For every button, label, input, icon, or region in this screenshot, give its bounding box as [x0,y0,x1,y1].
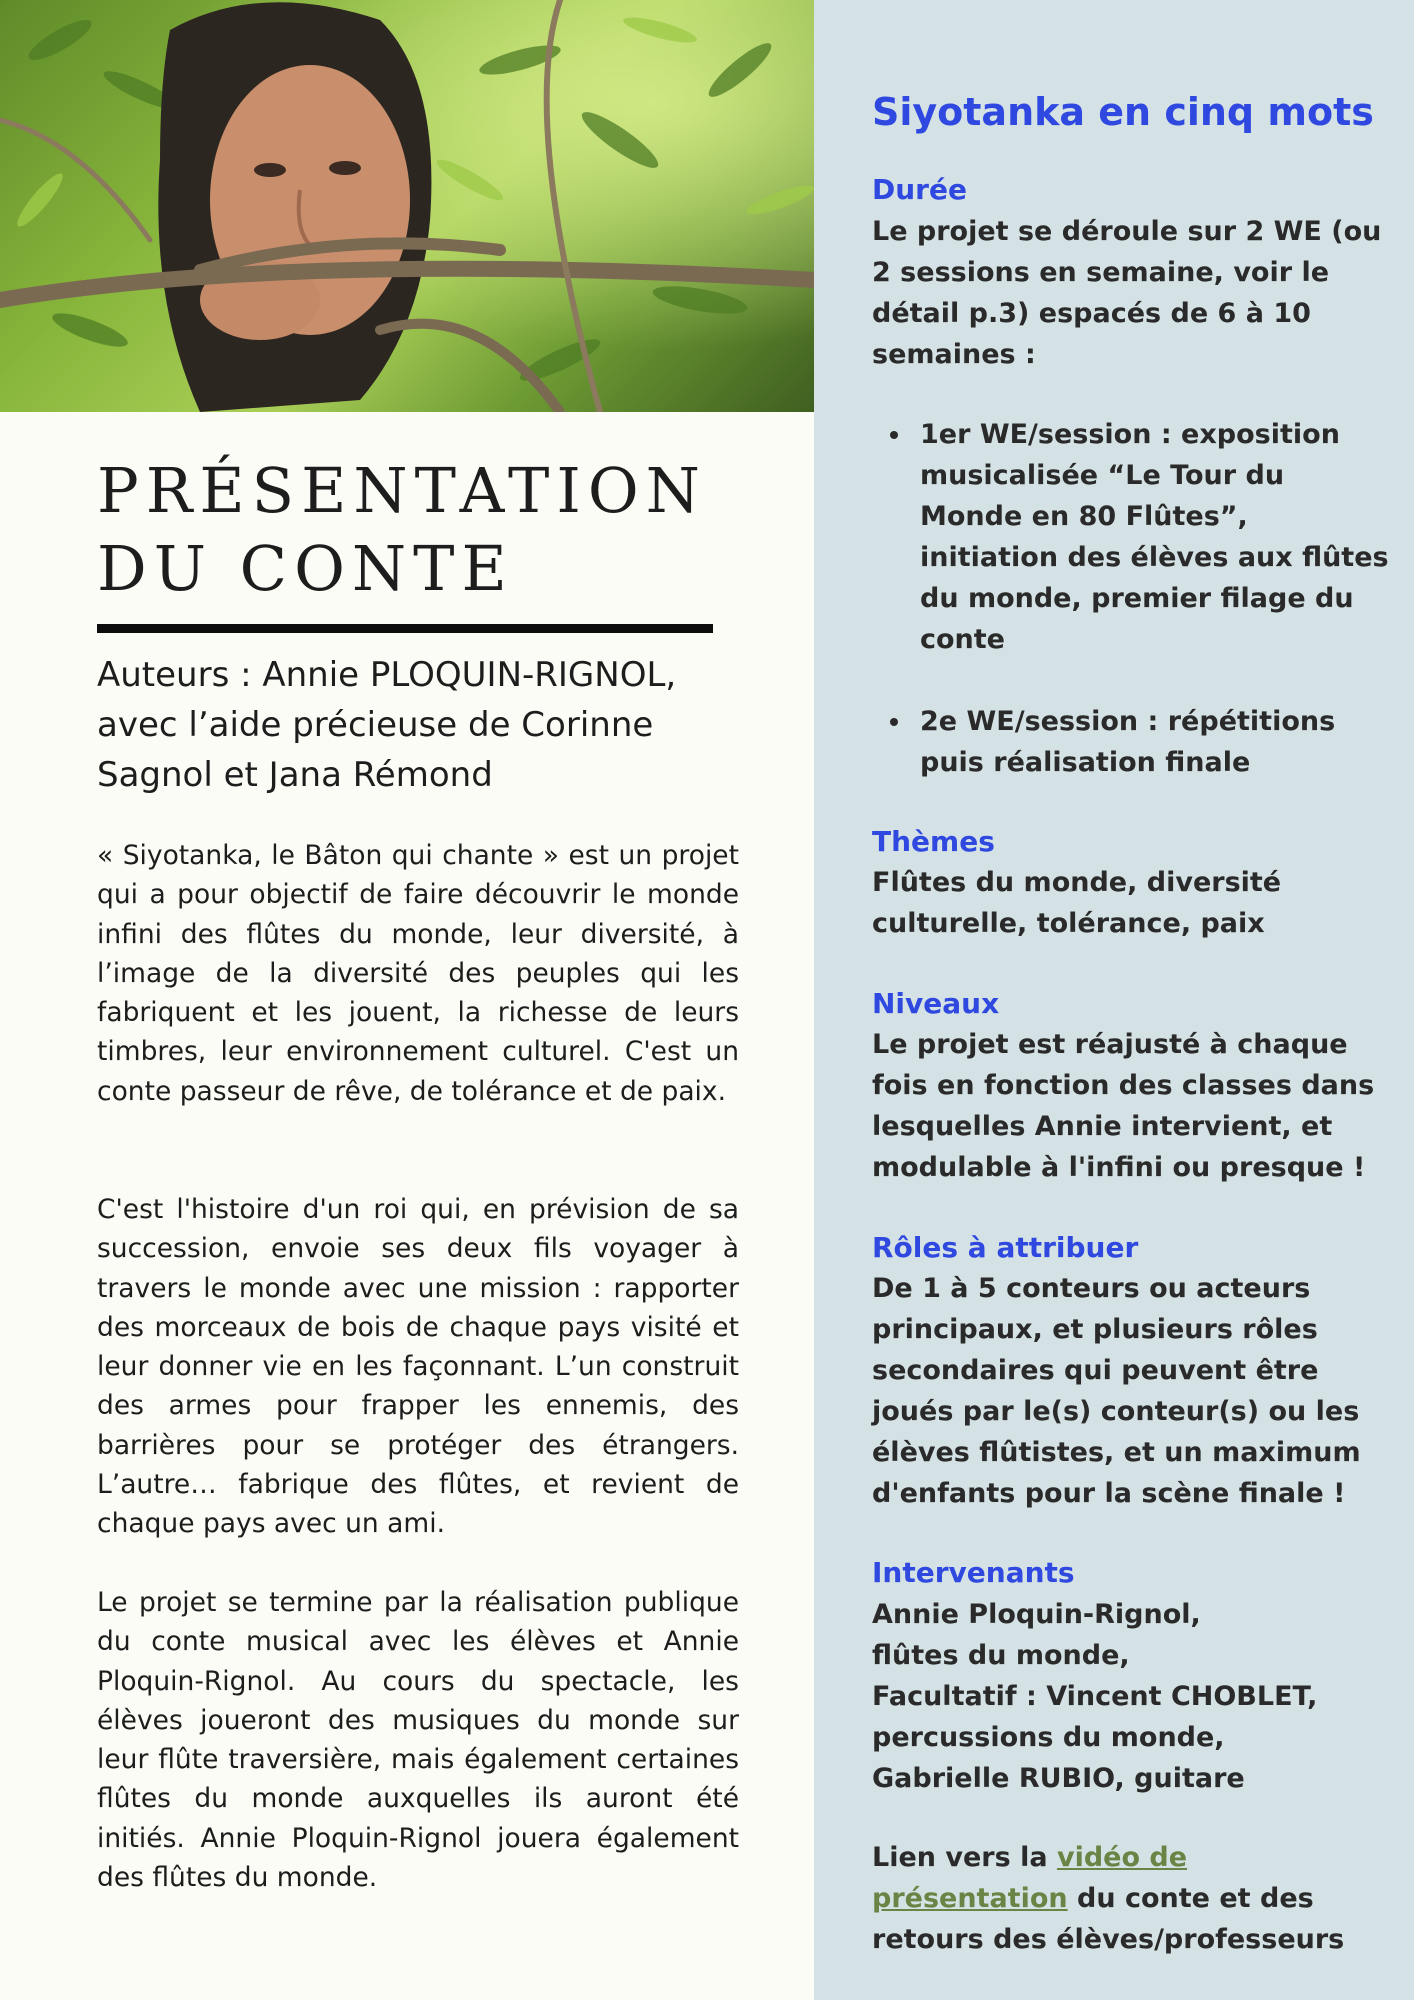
heading-intervenants: Intervenants [872,1556,1075,1589]
list-item: 1er WE/session : exposition musicalisée “Le Tour du Monde en 80 Flûtes”, initiation des élèves aux flûtes du monde, premier filage du conte [872,414,1392,660]
intervenant-line: Gabrielle RUBIO, guitare [872,1763,1245,1794]
heading-duree: Durée [872,173,967,206]
video-presentation-link[interactable]: vidéo de présentation [872,1842,1188,1914]
intervenants-list [872,1594,1392,1799]
text-themes: Flûtes du monde, diversité culturelle, tolérance, paix [872,867,1282,939]
title-line-2: DU CONTE [97,532,514,605]
sidebar-title: Siyotanka en cinq mots [872,90,1374,134]
cover-photo [0,0,814,412]
text-niveaux: Le projet est réajusté à chaque fois en fonction des classes dans lesquelles Annie intervient, et modulable à l'infini ou presque ! [872,1029,1375,1183]
flute-player-photo [0,0,814,412]
intervenant-line: flûtes du monde, [872,1640,1130,1671]
video-link-paragraph [872,1837,1392,1960]
paragraph-performance: Le projet se termine par la réalisation publique du conte musical avec les élèves et Annie Ploquin-Rignol. Au cours du spectacle, les élèves joueront des musiques du monde sur leur flûte traversière, mais également certaines flûtes du monde auxquelles ils auront été initiés. Annie Ploquin-Rignol jouera également des flûtes du monde. [97,1587,739,1894]
heading-roles: Rôles à attribuer [872,1231,1139,1264]
text-duree: Le projet se déroule sur 2 WE (ou 2 sessions en semaine, voir le détail p.3) espacés de 6 à 10 semaines : [872,216,1382,370]
link-prefix: Lien vers la [872,1842,1057,1873]
paragraph-story: C'est l'histoire d'un roi qui, en prévision de sa succession, envoie ses deux fils voyager à travers le monde avec une mission : rapporter des morceaux de bois de chaque pays visité et leur donner vie en les façonnant. L’un construit des armes pour frapper les ennemis, des barrières pour se protéger des étrangers. L’autre… fabrique des flûtes, et revient de chaque pays avec un ami. [97,1194,739,1540]
intervenant-line: percussions du monde, [872,1722,1225,1753]
page-title [97,452,707,608]
intervenant-line: Facultatif : Vincent CHOBLET, [872,1681,1318,1712]
duree-sessions-list [872,414,1392,783]
paragraph-intro: « Siyotanka, le Bâton qui chante » est un projet qui a pour objectif de faire découvrir le monde infini des flûtes du monde, leur diversité, à l’image de la diversité des peuples qui les fabriquent et les jouent, la richesse de leurs timbres, leur environnement culturel. C'est un conte passeur de rêve, de tolérance et de paix. [97,840,739,1107]
link-suffix: du conte et des retours des élèves/professeurs [872,1883,1345,1955]
text-roles: De 1 à 5 conteurs ou acteurs principaux, et plusieurs rôles secondaires qui peuvent être joués par le(s) conteur(s) ou les élèves flûtistes, et un maximum d'enfants pour la scène finale ! [872,1273,1361,1509]
intervenant-line: Annie Ploquin-Rignol, [872,1599,1201,1630]
authors-credit: Auteurs : Annie PLOQUIN-RIGNOL, avec l’aide précieuse de Corinne Sagnol et Jana Rémond [97,655,677,795]
heading-niveaux: Niveaux [872,987,1000,1020]
title-line-1: PRÉSENTATION [97,454,707,527]
heading-themes: Thèmes [872,825,995,858]
title-divider [97,624,713,633]
list-item: 2e WE/session : répétitions puis réalisation finale [872,701,1392,783]
